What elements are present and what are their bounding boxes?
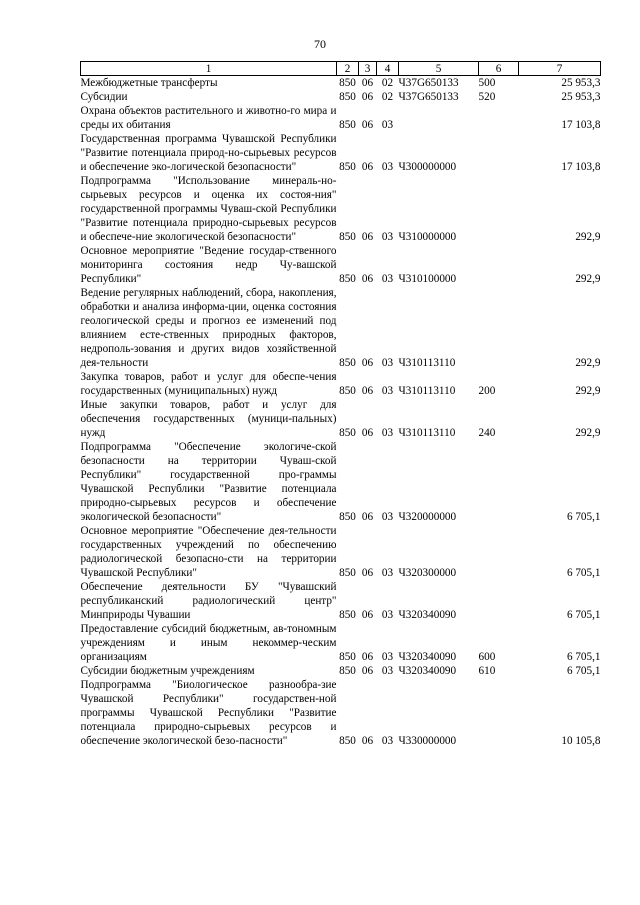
row-name: Иные закупки товаров, работ и услуг для обеспечения государственных (муници-пальных) нужд — [80, 399, 337, 439]
row-section: 06 — [361, 231, 374, 243]
row-target-article — [399, 104, 479, 132]
row-expense-type — [479, 244, 519, 286]
row-subsection: 03 — [381, 511, 394, 523]
row-target-article: Ч310113110 — [398, 357, 456, 369]
row-expense-type — [479, 104, 519, 132]
row-admin-code: 850 — [339, 161, 356, 173]
row-name: Основное мероприятие "Ведение государ-ственного мониторинга состояния недр Чу-вашской Республики" — [80, 245, 337, 285]
row-admin-code: 850 — [339, 91, 356, 103]
header-row — [81, 62, 601, 76]
row-section: 06 — [361, 119, 374, 131]
row-admin-code: 850 — [339, 357, 356, 369]
row-target-article: Ч310000000 — [398, 231, 457, 243]
row-name: Обеспечение деятельности БУ "Чувашский республиканский радиологический центр" Минприроды Чувашии — [80, 581, 337, 621]
row-expense-type: 520 — [478, 91, 496, 103]
row-subsection: 03 — [381, 567, 394, 579]
row-name: Межбюджетные трансферты — [80, 77, 218, 89]
row-amount: 6 705,1 — [566, 511, 601, 523]
row-subsection: 03 — [381, 427, 394, 439]
row-admin-code: 850 — [339, 273, 356, 285]
row-section: 06 — [361, 651, 374, 663]
row-subsection: 03 — [381, 119, 394, 131]
row-amount: 292,9 — [575, 273, 601, 285]
row-amount: 6 705,1 — [566, 651, 601, 663]
row-subsection: 03 — [381, 665, 394, 677]
table-header — [81, 62, 601, 76]
row-expense-type — [479, 524, 519, 580]
table-row — [81, 440, 601, 524]
row-name: Охрана объектов растительного и животно-го мира и среды их обитания — [80, 105, 337, 131]
row-expense-type: 240 — [478, 427, 496, 439]
row-target-article: Ч320340090 — [398, 665, 457, 677]
row-expense-type — [479, 678, 519, 748]
row-admin-code: 850 — [339, 77, 356, 89]
row-name: Субсидии — [80, 91, 128, 103]
header-col-2: 2 — [337, 62, 359, 76]
row-amount: 6 705,1 — [566, 665, 601, 677]
row-expense-type — [479, 580, 519, 622]
row-amount: 292,9 — [575, 427, 601, 439]
row-amount: 25 953,3 — [561, 77, 601, 89]
row-subsection: 03 — [381, 273, 394, 285]
row-section: 06 — [361, 511, 374, 523]
table-row — [81, 174, 601, 244]
row-target-article: Ч37G650133 — [398, 91, 459, 103]
row-admin-code: 850 — [339, 735, 356, 747]
row-subsection: 03 — [381, 609, 394, 621]
row-amount: 6 705,1 — [566, 609, 601, 621]
table-row — [81, 580, 601, 622]
row-admin-code: 850 — [339, 567, 356, 579]
table-row — [81, 524, 601, 580]
row-admin-code: 850 — [339, 651, 356, 663]
row-amount: 292,9 — [575, 385, 601, 397]
row-expense-type: 500 — [478, 77, 496, 89]
header-col-6: 6 — [479, 62, 519, 76]
row-subsection: 03 — [381, 161, 394, 173]
row-admin-code: 850 — [339, 665, 356, 677]
row-target-article: Ч300000000 — [398, 161, 457, 173]
header-col-1: 1 — [81, 62, 337, 76]
row-admin-code: 850 — [339, 511, 356, 523]
row-name: Ведение регулярных наблюдений, сбора, накопления, обработки и анализа информа-ции, оценка состояния геологической среды и прогноз ее изменений под влиянием есте-ственных природных факторов, недрополь-зования и других видов хозяйственной дея-тельности — [80, 287, 337, 369]
row-target-article: Ч310113110 — [398, 427, 456, 439]
header-col-3: 3 — [359, 62, 377, 76]
row-name: Предоставление субсидий бюджетным, ав-тономным учреждениям и иным некоммер-ческим организациям — [80, 623, 337, 663]
table-row — [81, 678, 601, 748]
row-section: 06 — [361, 357, 374, 369]
table-body — [81, 76, 601, 749]
header-col-5: 5 — [399, 62, 479, 76]
row-admin-code: 850 — [339, 231, 356, 243]
table-row — [81, 286, 601, 370]
table-row — [81, 244, 601, 286]
row-target-article: Ч37G650133 — [398, 77, 459, 89]
row-subsection: 02 — [381, 91, 394, 103]
row-section: 06 — [361, 609, 374, 621]
row-admin-code: 850 — [339, 609, 356, 621]
row-subsection: 03 — [381, 385, 394, 397]
row-name: Государственная программа Чувашской Республики "Развитие потенциала природ-но-сырьевых ресурсов и обеспечение эко-логической безопасности" — [80, 133, 337, 173]
row-subsection: 03 — [381, 231, 394, 243]
row-expense-type: 610 — [478, 665, 496, 677]
row-expense-type: 600 — [478, 651, 496, 663]
page-number: 70 — [314, 37, 326, 51]
header-col-7: 7 — [519, 62, 601, 76]
row-section: 06 — [361, 273, 374, 285]
row-target-article: Ч330000000 — [398, 735, 457, 747]
row-target-article: Ч320000000 — [398, 511, 457, 523]
row-amount: 10 105,8 — [561, 735, 601, 747]
budget-table — [80, 61, 601, 748]
table-row — [81, 132, 601, 174]
row-admin-code: 850 — [339, 385, 356, 397]
row-target-article: Ч320340090 — [398, 651, 457, 663]
row-subsection: 03 — [381, 735, 394, 747]
row-expense-type — [479, 286, 519, 370]
table-row — [81, 664, 601, 678]
table-row — [81, 90, 601, 104]
row-name: Субсидии бюджетным учреждениям — [80, 665, 255, 677]
row-name: Подпрограмма "Использование минераль-но-сырьевых ресурсов и оценка их состоя-ния" государственной программы Чуваш-ской Республики "Развитие потенциала природно-сырьевых ресурсов и обеспече-ние экологической безопасности" — [80, 175, 337, 243]
table-row — [81, 104, 601, 132]
header-col-4: 4 — [377, 62, 399, 76]
row-amount: 25 953,3 — [561, 91, 601, 103]
row-amount: 292,9 — [575, 357, 601, 369]
row-expense-type — [479, 132, 519, 174]
row-name: Основное мероприятие "Обеспечение дея-тельности государственных учреждений по обеспечению радиологической безопасно-сти на территории Чувашской Республики" — [80, 525, 337, 579]
row-expense-type — [479, 440, 519, 524]
row-target-article: Ч320300000 — [398, 567, 457, 579]
table-row — [81, 76, 601, 91]
row-amount: 292,9 — [575, 231, 601, 243]
row-expense-type — [479, 174, 519, 244]
row-target-article: Ч310113110 — [398, 385, 456, 397]
row-admin-code: 850 — [339, 119, 356, 131]
table-row — [81, 370, 601, 398]
row-amount: 17 103,8 — [561, 161, 601, 173]
row-target-article: Ч320340090 — [398, 609, 457, 621]
row-section: 06 — [361, 567, 374, 579]
table-row — [81, 622, 601, 664]
row-amount: 17 103,8 — [561, 119, 601, 131]
row-name: Подпрограмма "Биологическое разнообра-зие Чувашской Республики" государствен-ной программы Чувашской Республики "Развитие потенциала природно-сырьевых ресурсов и обеспечение экологической безо-пасности" — [80, 679, 337, 747]
row-name: Подпрограмма "Обеспечение экологиче-ской безопасности на территории Чуваш-ской Республики" государственной про-граммы Чувашской Республики "Развитие потенциала природно-сырьевых ресурсов и обеспечение экологической безопасности" — [80, 441, 337, 523]
row-subsection: 03 — [381, 357, 394, 369]
row-section: 06 — [361, 385, 374, 397]
row-section: 06 — [361, 665, 374, 677]
row-section: 06 — [361, 427, 374, 439]
row-subsection: 02 — [381, 77, 394, 89]
row-amount: 6 705,1 — [566, 567, 601, 579]
row-target-article: Ч310100000 — [398, 273, 457, 285]
row-subsection: 03 — [381, 651, 394, 663]
row-section: 06 — [361, 161, 374, 173]
row-name: Закупка товаров, работ и услуг для обеспе-чения государственных (муниципальных) нужд — [80, 371, 337, 397]
row-section: 06 — [361, 77, 374, 89]
row-expense-type: 200 — [478, 385, 496, 397]
row-admin-code: 850 — [339, 427, 356, 439]
row-section: 06 — [361, 91, 374, 103]
row-section: 06 — [361, 735, 374, 747]
table-row — [81, 398, 601, 440]
